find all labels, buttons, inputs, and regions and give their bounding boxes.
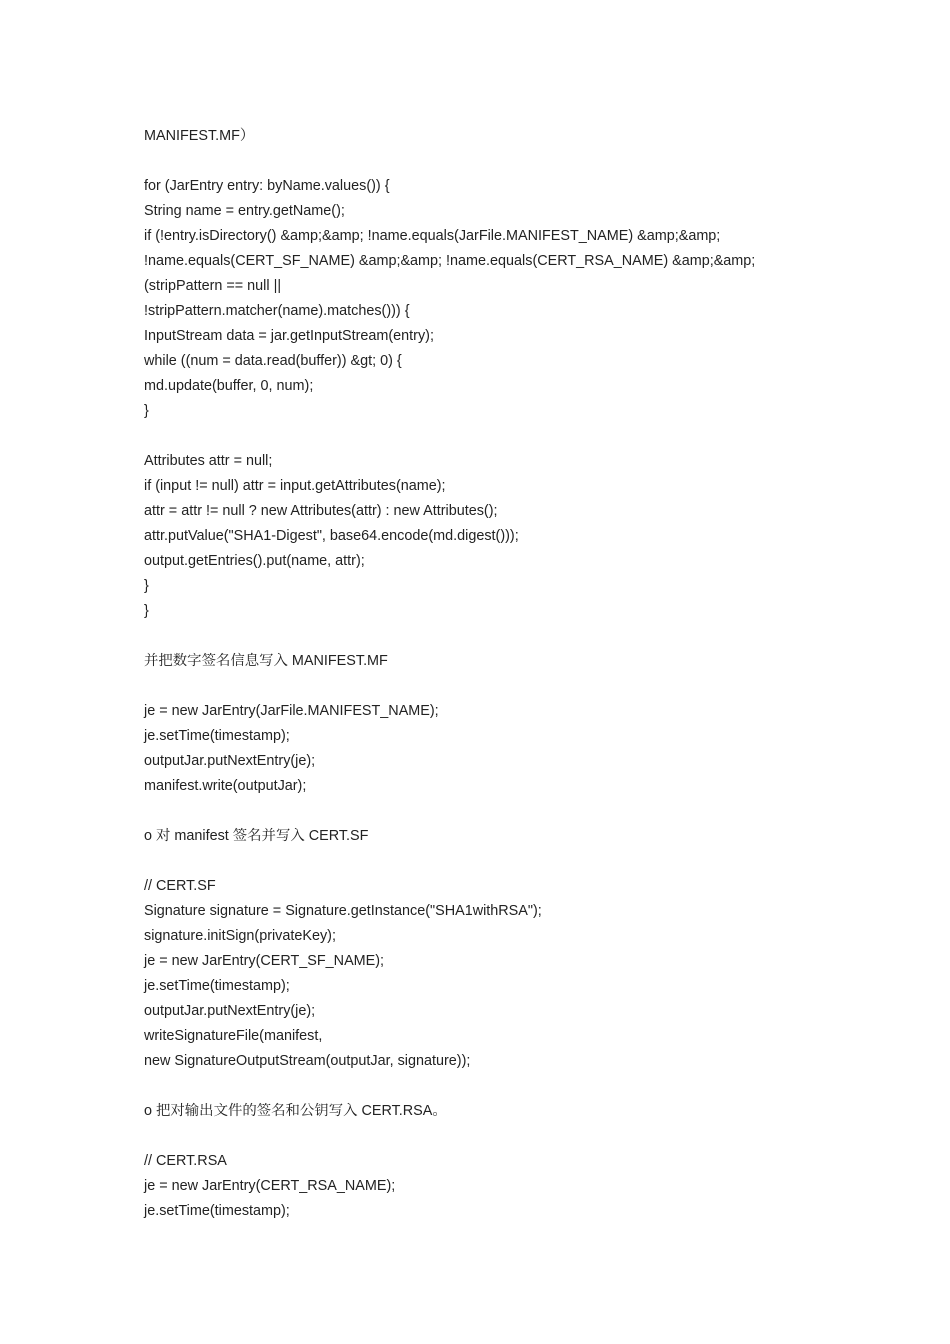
code-line: writeSignatureFile(manifest, xyxy=(144,1028,323,1044)
code-line: manifest.write(outputJar); xyxy=(144,778,307,794)
code-line: while ((num = data.read(buffer)) &gt; 0) { xyxy=(144,353,402,369)
code-line: md.update(buffer, 0, num); xyxy=(144,378,314,394)
code-line: outputJar.putNextEntry(je); xyxy=(144,753,316,769)
code-line: Attributes attr = null; xyxy=(144,453,273,469)
blank-line xyxy=(144,849,904,874)
code-line: output.getEntries().put(name, attr); xyxy=(144,553,365,569)
code-comment-line: // CERT.SF xyxy=(144,878,216,894)
code-line: !name.equals(CERT_SF_NAME) &amp;&amp; !name.equals(CERT_RSA_NAME) &amp;&amp; xyxy=(144,253,756,269)
code-line: new SignatureOutputStream(outputJar, signature)); xyxy=(144,1053,471,1069)
blank-line xyxy=(144,674,904,699)
code-line: je.setTime(timestamp); xyxy=(144,1203,290,1219)
code-line: signature.initSign(privateKey); xyxy=(144,928,336,944)
code-line: } xyxy=(144,403,149,419)
blank-line xyxy=(144,424,904,449)
code-line: je = new JarEntry(JarFile.MANIFEST_NAME); xyxy=(144,703,439,719)
code-comment-line: // CERT.RSA xyxy=(144,1153,227,1169)
code-line: (stripPattern == null || xyxy=(144,278,282,294)
blank-line xyxy=(144,624,904,649)
blank-line xyxy=(144,799,904,824)
prose-line: o 对 manifest 签名并写入 CERT.SF xyxy=(144,828,369,844)
code-line: outputJar.putNextEntry(je); xyxy=(144,1003,316,1019)
code-line: String name = entry.getName(); xyxy=(144,203,345,219)
text-line: MANIFEST.MF） xyxy=(144,128,255,144)
blank-line xyxy=(144,1124,904,1149)
code-line: if (input != null) attr = input.getAttributes(name); xyxy=(144,478,446,494)
code-line: attr.putValue("SHA1-Digest", base64.encode(md.digest())); xyxy=(144,528,519,544)
code-line: je = new JarEntry(CERT_SF_NAME); xyxy=(144,953,385,969)
document-body xyxy=(144,124,904,1224)
prose-line: o 把对输出文件的签名和公钥写入 CERT.RSA。 xyxy=(144,1103,447,1119)
code-line: for (JarEntry entry: byName.values()) { xyxy=(144,178,390,194)
code-line: if (!entry.isDirectory() &amp;&amp; !name.equals(JarFile.MANIFEST_NAME) &amp;&amp; xyxy=(144,228,721,244)
code-line: !stripPattern.matcher(name).matches())) { xyxy=(144,303,410,319)
code-line: Signature signature = Signature.getInstance("SHA1withRSA"); xyxy=(144,903,542,919)
prose-line: 并把数字签名信息写入 MANIFEST.MF xyxy=(144,653,388,669)
blank-line xyxy=(144,149,904,174)
code-line: je = new JarEntry(CERT_RSA_NAME); xyxy=(144,1178,396,1194)
code-line: } xyxy=(144,578,149,594)
code-line: attr = attr != null ? new Attributes(attr) : new Attributes(); xyxy=(144,503,498,519)
code-line: } xyxy=(144,603,149,619)
code-line: je.setTime(timestamp); xyxy=(144,728,290,744)
blank-line xyxy=(144,1074,904,1099)
code-line: InputStream data = jar.getInputStream(entry); xyxy=(144,328,434,344)
code-line: je.setTime(timestamp); xyxy=(144,978,290,994)
